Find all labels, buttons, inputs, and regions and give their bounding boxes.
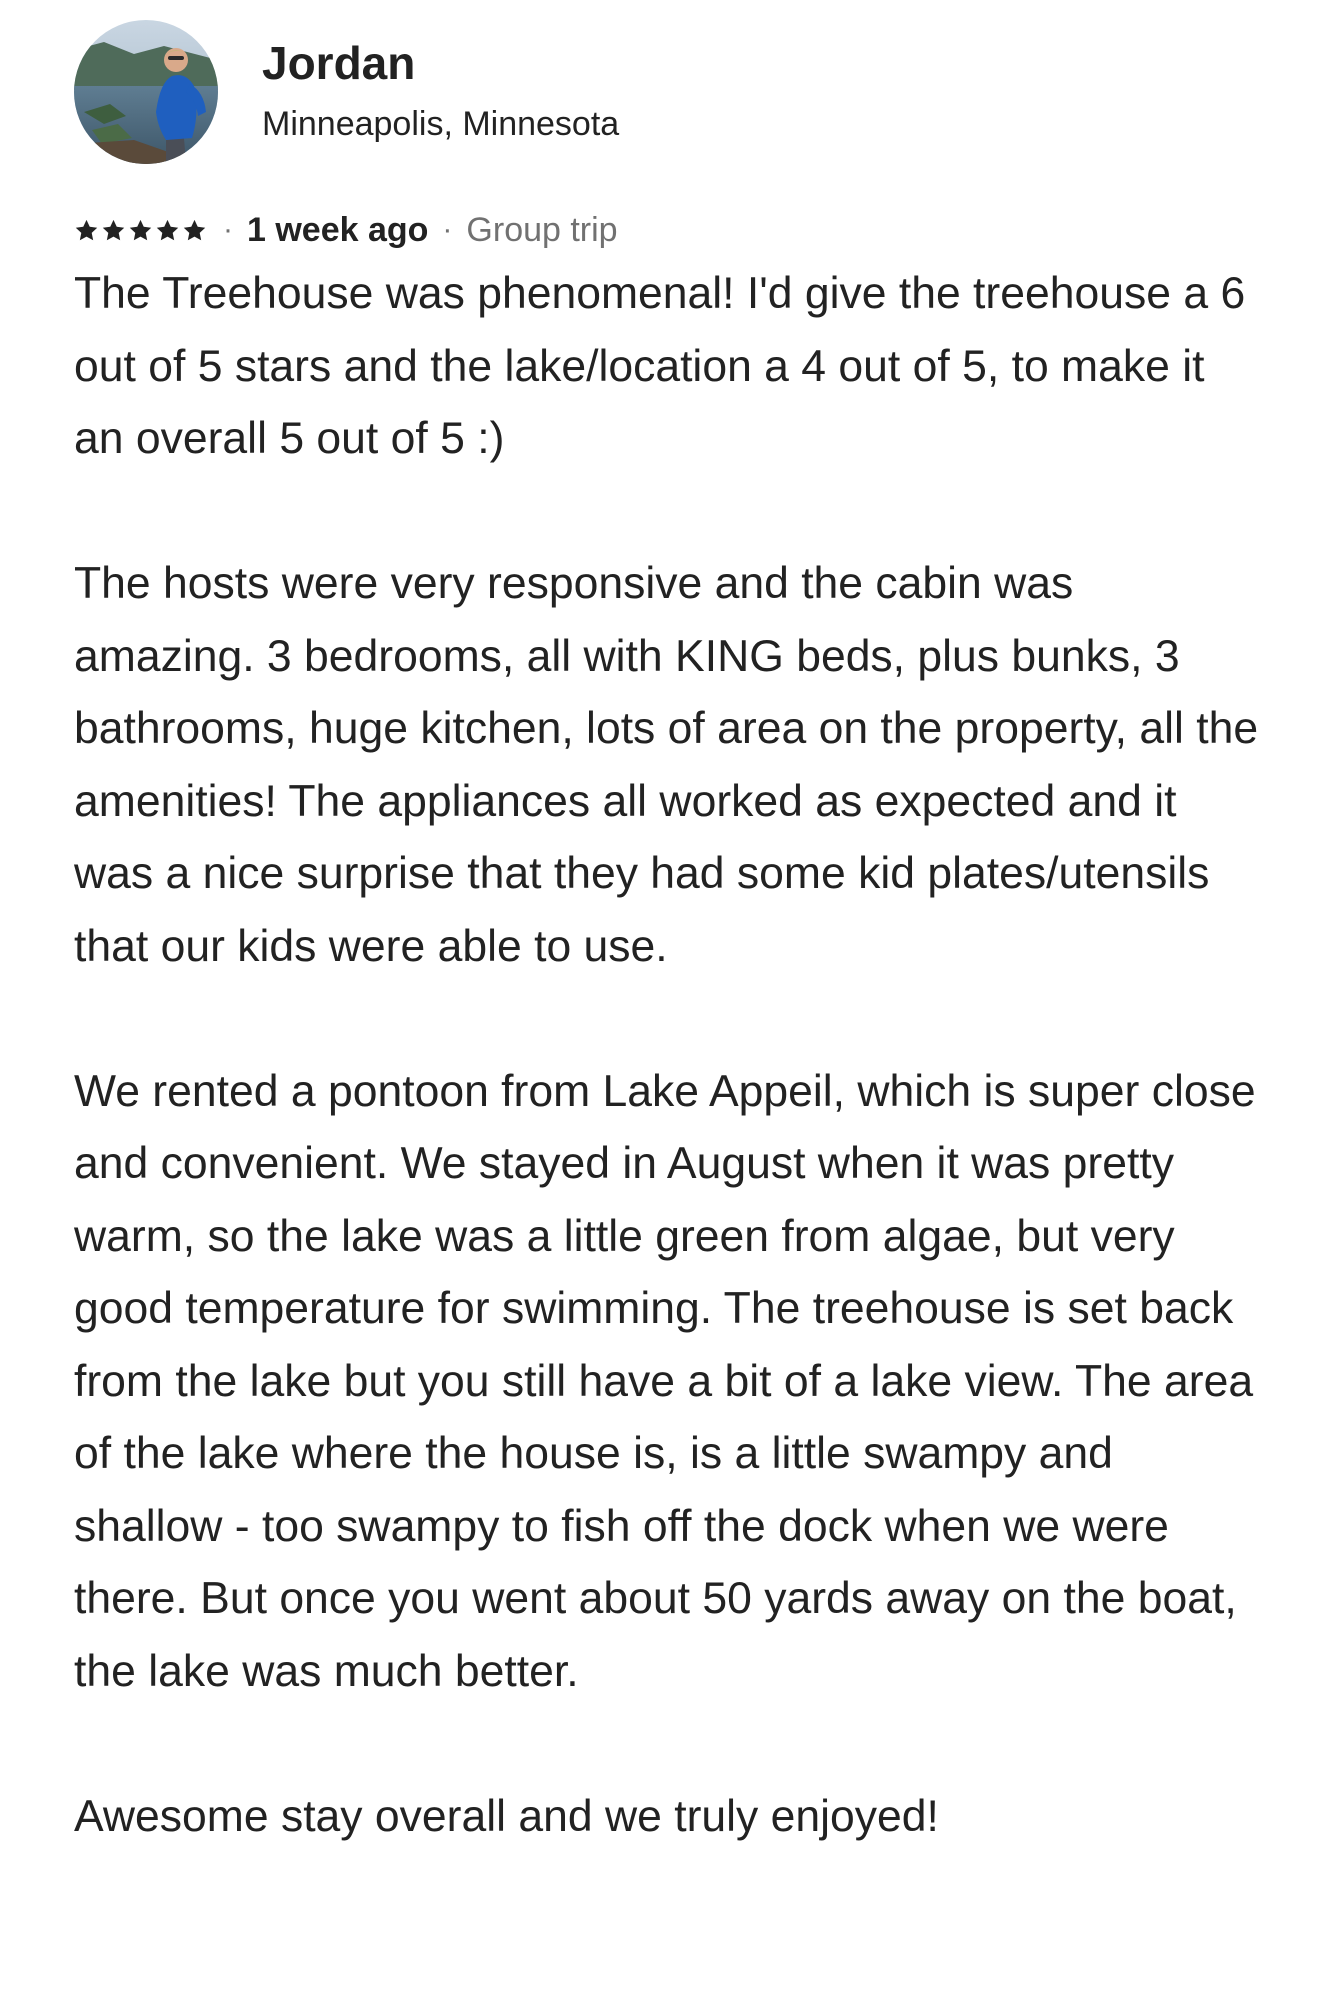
review-paragraph-2: The hosts were very responsive and the cabin was amazing. 3 bedrooms, all with KING beds, plus bunks, 3 bathrooms, huge kitchen, lots of area on the property, all the amenities! The appliances all worked as expected and it was a nice surprise that they had some kid plates/utensils that our kids were able to use.	[74, 559, 1259, 971]
review-body	[74, 258, 1264, 1853]
paragraph-gap	[74, 476, 1264, 549]
reviewer-location: Minneapolis, Minnesota	[262, 105, 620, 143]
star-icon	[101, 218, 126, 243]
avatar-photo	[74, 20, 218, 164]
reviewer-name[interactable]: Jordan	[262, 37, 416, 89]
review-paragraph-1: The Treehouse was phenomenal! I'd give the treehouse a 6 out of 5 stars and the lake/location a 4 out of 5, to make it an overall 5 out of 5 :)	[74, 269, 1246, 463]
star-rating	[74, 218, 209, 243]
avatar[interactable]	[74, 20, 218, 164]
paragraph-gap	[74, 983, 1264, 1056]
review-meta	[74, 204, 1264, 256]
meta-separator: ·	[223, 213, 233, 246]
star-icon	[128, 218, 153, 243]
review-paragraph-4: Awesome stay overall and we truly enjoyed!	[74, 1791, 939, 1841]
paragraph-gap	[74, 1708, 1264, 1781]
reviewer-identity	[262, 35, 619, 149]
review-header	[74, 20, 1264, 164]
star-icon	[155, 218, 180, 243]
meta-separator: ·	[442, 213, 453, 246]
star-icon	[74, 218, 99, 243]
star-icon	[182, 218, 207, 243]
review-date: 1 week ago	[247, 210, 429, 249]
trip-type: Group trip	[466, 210, 618, 249]
review-paragraph-3: We rented a pontoon from Lake Appeil, which is super close and convenient. We stayed in August when it was pretty warm, so the lake was a little green from algae, but very good temperature for swimming. The treehouse is set back from the lake but you still have a bit of a lake view. The area of the lake where the house is, is a little swampy and shallow - too swampy to fish off the dock when we were there. But once you went about 50 yards away on the boat, the lake was much better.	[74, 1066, 1256, 1696]
review-card	[74, 20, 1264, 1853]
